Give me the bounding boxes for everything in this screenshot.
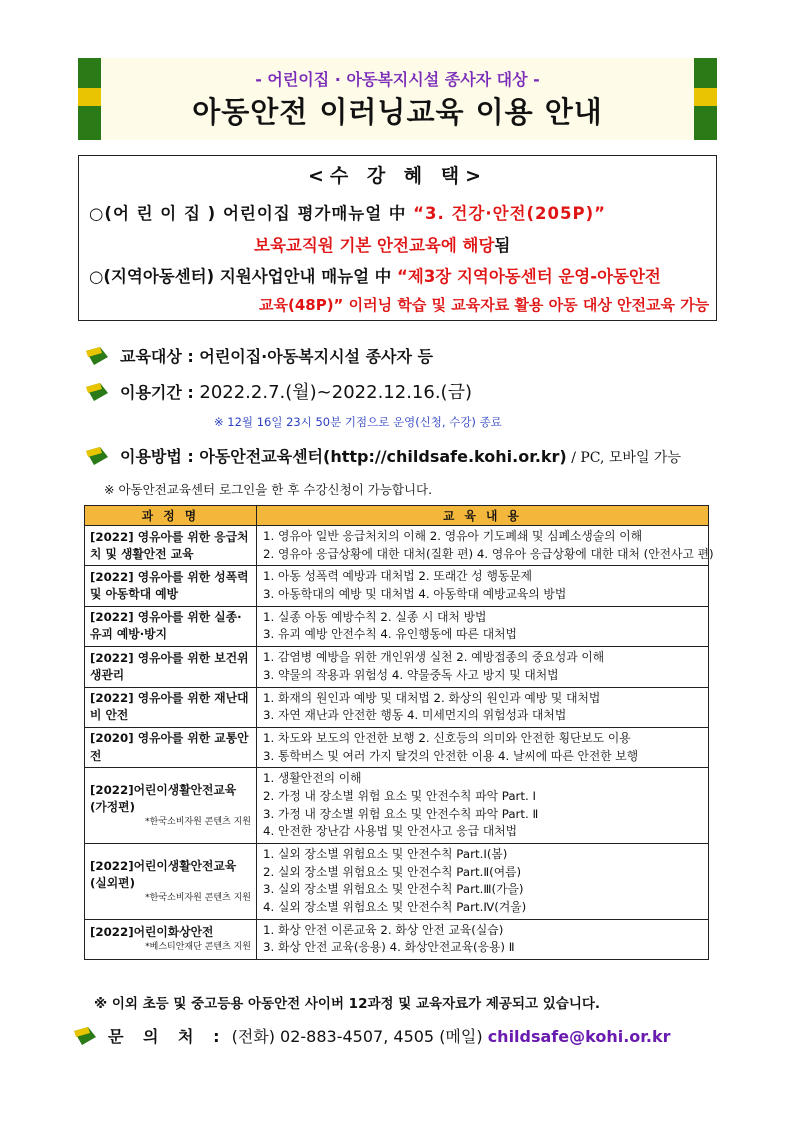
bullet-icon [86, 447, 108, 465]
info-period [86, 378, 472, 404]
course-name-cell [85, 526, 257, 566]
course-content-line: 3. 유괴 예방 안전수칙 4. 유인행동에 따른 대처법 [263, 627, 517, 642]
header-subtitle: - 어린이집 · 아동복지시설 종사자 대상 - [255, 70, 540, 89]
course-content-cell [257, 844, 709, 920]
table-header-row [85, 506, 709, 526]
benefit-line-daycare-highlight: “3. 건강·안전(205P)” [413, 204, 606, 223]
bullet-icon [86, 383, 108, 401]
course-note: *한국소비자원 콘텐츠 지원 [145, 817, 251, 828]
course-content-line: 3. 통학버스 및 여러 가지 탈것의 안전한 이용 4. 날씨에 따른 안전한 보행 [263, 748, 639, 763]
table-row [85, 727, 709, 767]
bullet-icon [86, 347, 108, 365]
method-note: ※ 아동안전교육센터 로그인을 한 후 수강신청이 가능합니다. [104, 482, 433, 497]
bullet-icon [74, 1027, 96, 1045]
course-name-cell [85, 919, 257, 959]
course-name-cell [85, 647, 257, 687]
course-name: [2022] 영유아를 위한 성폭력 및 아동학대 예방 [90, 569, 249, 602]
course-content-line: 1. 영유아 일반 응급처치의 이해 2. 영유아 기도폐쇄 및 심폐소생술의 이해 [263, 529, 643, 543]
course-name-cell [85, 687, 257, 727]
benefit-line-daycare-cont [254, 232, 510, 256]
course-content-cell [257, 566, 709, 606]
benefit-line-center [89, 263, 661, 287]
course-content-line: 1. 화상 안전 이론교육 2. 화상 안전 교육(실습) [263, 922, 504, 937]
benefit-line-center-cont: 교육(48P)” 이러닝 학습 및 교육자료 활용 아동 대상 안전교육 가능 [259, 296, 710, 314]
course-name: [2022] 영유아를 위한 보건위생관리 [90, 650, 249, 682]
table-row [85, 606, 709, 646]
info-method-text: 이용방법 : 아동안전교육센터(http://childsafe.kohi.or.kr) [120, 447, 567, 466]
benefit-line-daycare-cont-suffix: 됨 [494, 236, 511, 255]
info-method [86, 444, 681, 467]
benefit-line-daycare [89, 200, 606, 224]
course-name-cell [85, 768, 257, 844]
header-banner [78, 58, 717, 140]
course-content-line: 1. 아동 성폭력 예방과 대처법 2. 또래간 성 행동문제 [263, 569, 533, 584]
info-target [86, 344, 433, 367]
course-content-line: 2. 실외 장소별 위험요소 및 안전수칙 Part.Ⅱ(여름) [263, 864, 522, 879]
course-content-line: 1. 실종 아동 예방수칙 2. 실종 시 대처 방법 [263, 609, 487, 624]
course-content-cell [257, 919, 709, 959]
table-row [85, 919, 709, 959]
contact-email[interactable]: childsafe@kohi.or.kr [487, 1027, 671, 1046]
benefit-line-center-highlight: “제3장 지역아동센터 운영-아동안전 [397, 267, 661, 286]
course-content-line: 3. 아동학대의 예방 및 대처법 4. 아동학대 예방교육의 방법 [263, 587, 567, 602]
footnote: ※ 이외 초등 및 중고등용 아동안전 사이버 12과정 및 교육자료가 제공되고 있습니다. [94, 996, 601, 1012]
course-content-line: 4. 실외 장소별 위험요소 및 안전수칙 Part.Ⅳ(겨울) [263, 900, 527, 915]
course-note: *베스티안재단 콘텐츠 지원 [145, 942, 251, 953]
table-row [85, 526, 709, 566]
course-content-line: 1. 생활안전의 이해 [263, 771, 362, 786]
info-target-text: 교육대상 : 어린이집·아동복지시설 종사자 등 [120, 347, 433, 366]
course-table [84, 505, 714, 960]
table-row [85, 768, 709, 844]
course-name-cell [85, 844, 257, 920]
course-content-cell [257, 526, 714, 566]
course-content-line: 3. 자연 재난과 안전한 행동 4. 미세먼지의 위험성과 대처법 [263, 708, 567, 723]
course-content-line: 4. 안전한 장난감 사용법 및 안전사고 응급 대처법 [263, 824, 518, 839]
course-name: [2022] 영유아를 위한 응급처치 및 생활안전 교육 [90, 529, 249, 561]
info-method-tail: / PC, 모바일 가능 [566, 450, 681, 466]
course-content-cell [257, 647, 709, 687]
course-content-cell [257, 606, 709, 646]
period-note: ※ 12월 16일 23시 50분 기점으로 운영(신청, 수강) 종료 [214, 415, 502, 429]
table-header-content: 교 육 내 용 [257, 506, 709, 526]
course-content-line: 2. 영유아 응급상황에 대한 대처(질환 편) 4. 영유아 응급상황에 대한 대처 (안전사고 편) [263, 546, 714, 561]
table-header-course: 과 정 명 [85, 506, 257, 526]
benefit-line-center-prefix: ○(지역아동센터) 지원사업안내 매뉴얼 中 [89, 267, 398, 286]
course-name-cell [85, 566, 257, 606]
course-name: [2022]어린이화상안전 [90, 925, 214, 940]
course-content-line: 1. 화재의 원인과 예방 및 대처법 2. 화상의 원인과 예방 및 대처법 [263, 690, 601, 705]
benefit-line-daycare-prefix: ○(어 린 이 집 ) 어린이집 평가매뉴얼 中 [89, 204, 414, 223]
course-content-line: 1. 차도와 보도의 안전한 보행 2. 신호등의 의미와 안전한 횡단보도 이용 [263, 730, 631, 745]
benefit-line-daycare-cont-highlight: 보육교직원 기본 안전교육에 해당 [254, 236, 495, 255]
contact-phone: (전화) 02-883-4507, 4505 (메일) [226, 1027, 488, 1046]
benefit-box [78, 155, 717, 321]
course-name-cell [85, 606, 257, 646]
table-row [85, 844, 709, 920]
benefit-title: <수 강 혜 택> [307, 165, 488, 187]
info-period-value: 2022.2.7.(월)~2022.12.16.(금) [199, 382, 472, 403]
course-content-line: 3. 화상 안전 교육(응용) 4. 화상안전교육(응용) Ⅱ [263, 940, 515, 955]
course-name: [2022] 영유아를 위한 재난대비 안전 [90, 691, 249, 723]
page-title: 아동안전 이러닝교육 이용 안내 [192, 95, 603, 129]
course-content-line: 3. 약물의 작용과 위험성 4. 약물중독 사고 방지 및 대처법 [263, 667, 559, 682]
contact-line [74, 1024, 670, 1047]
table-row [85, 566, 709, 606]
course-content-cell [257, 727, 709, 767]
course-name: [2020] 영유아를 위한 교통안전 [90, 731, 249, 763]
course-content-line: 1. 실외 장소별 위험요소 및 안전수칙 Part.Ⅰ(봄) [263, 847, 508, 861]
table-row [85, 687, 709, 727]
course-content-line: 3. 가정 내 장소별 위험 요소 및 안전수칙 파악 Part. Ⅱ [263, 806, 539, 821]
course-content-line: 1. 감염병 예방을 위한 개인위생 실천 2. 예방접종의 중요성과 이해 [263, 650, 605, 665]
course-content-line: 2. 가정 내 장소별 위험 요소 및 안전수칙 파악 Part. Ⅰ [263, 788, 537, 803]
info-period-label: 이용기간 : [120, 383, 200, 402]
course-content-line: 3. 실외 장소별 위험요소 및 안전수칙 Part.Ⅲ(가을) [263, 882, 524, 897]
course-note: *한국소비자원 콘텐츠 지원 [145, 892, 251, 903]
course-name: [2022]어린이생활안전교육(실외편) [90, 858, 237, 890]
course-content-cell [257, 768, 709, 844]
table-body [85, 526, 714, 960]
table-row [85, 647, 709, 687]
course-name: [2022] 영유아를 위한 실종·유괴 예방·방지 [90, 610, 242, 642]
course-content-cell [257, 687, 709, 727]
course-name: [2022]어린이생활안전교육(가정편) [90, 783, 237, 815]
contact-label: 문 의 처 : [108, 1027, 227, 1046]
course-name-cell [85, 727, 257, 767]
